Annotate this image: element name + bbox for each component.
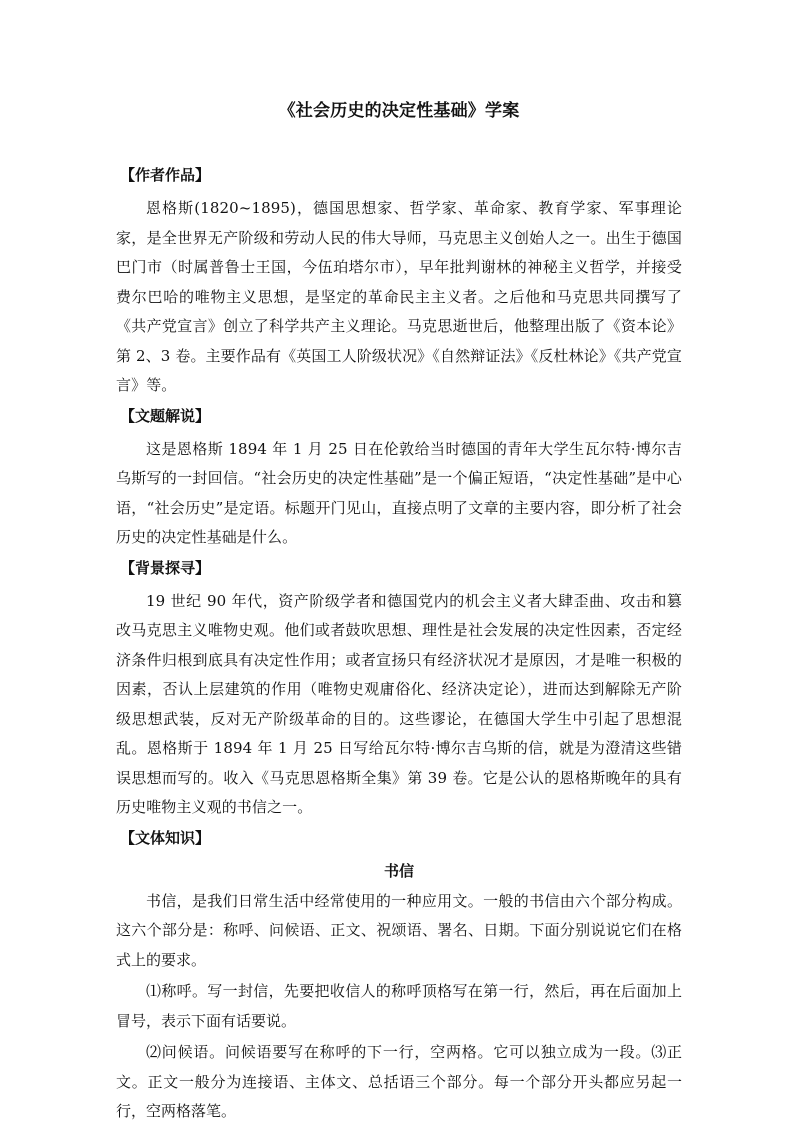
paragraph: ⑵问候语。问候语要写在称呼的下一行，空两格。它可以独立成为一段。⑶正文。正文一般分为连接语、主体文、总括语三个部分。每一个部分开头都应另起一行，空两格落笔。	[116, 1043, 682, 1120]
section-heading: 【文体知识】	[120, 828, 211, 847]
document-title: 《社会历史的决定性基础》学案	[278, 101, 520, 121]
section-background	[116, 556, 682, 823]
section-genre-knowledge	[116, 826, 682, 1127]
paragraph: 恩格斯(1820~1895)，德国思想家、哲学家、革命家、教育学家、军事理论家，是全世界无产阶级和劳动人民的伟大导师，马克思主义创始人之一。出生于德国巴门市（时属普鲁士王国，今伍珀塔尔市），早年批判谢林的神秘主义哲学，并接受费尔巴哈的唯物主义思想，是坚定的革命民主主义者。之后他和马克思共同撰写了《共产党宣言》创立了科学共产主义理论。马克思逝世后，他整理出版了《资本论》第 2、3 卷。主要作品有《英国工人阶级状况》《自然辩证法》《反杜林论》《共产党宣言》等。	[116, 199, 682, 394]
section-author-works	[116, 163, 682, 401]
section-heading: 【作者作品】	[120, 166, 211, 184]
section-title-explanation	[116, 404, 682, 553]
section-heading: 【背景探寻】	[120, 558, 211, 577]
paragraph: 书信，是我们日常生活中经常使用的一种应用文。一般的书信由六个部分构成。这六个部分是：称呼、问候语、正文、祝颂语、署名、日期。下面分别说说它们在格式上的要求。	[116, 891, 682, 969]
paragraph: ⑴称呼。写一封信，先要把收信人的称呼顶格写在第一行，然后，再在后面加上冒号，表示下面有话要说。	[116, 982, 682, 1030]
subheading-letter: 书信	[383, 861, 414, 880]
document-page	[116, 88, 682, 1120]
section-heading: 【文题解说】	[120, 406, 211, 425]
paragraph: 这是恩格斯 1894 年 1 月 25 日在伦敦给当时德国的青年大学生瓦尔特·博尔吉乌斯写的一封回信。“社会历史的决定性基础”是一个偏正短语，“决定性基础”是中心语，“社会历史”是定语。标题开门见山，直接点明了文章的主要内容，即分析了社会历史的决定性基础是什么。	[116, 439, 682, 546]
paragraph: 19 世纪 90 年代，资产阶级学者和德国党内的机会主义者大肆歪曲、攻击和篡改马克思主义唯物史观。他们或者鼓吹思想、理性是社会发展的决定性因素，否定经济条件归根到底具有决定性作用；或者宣扬只有经济状况才是原因，才是唯一积极的因素，否认上层建筑的作用（唯物史观庸俗化、经济决定论），进而达到解除无产阶级思想武装，反对无产阶级革命的目的。这些谬论，在德国大学生中引起了思想混乱。恩格斯于 1894 年 1 月 25 日写给瓦尔特·博尔吉乌斯的信，就是为澄清这些错误思想而写的。收入《马克思恩格斯全集》第 39 卷。它是公认的恩格斯晚年的具有历史唯物主义观的书信之一。	[116, 591, 682, 816]
